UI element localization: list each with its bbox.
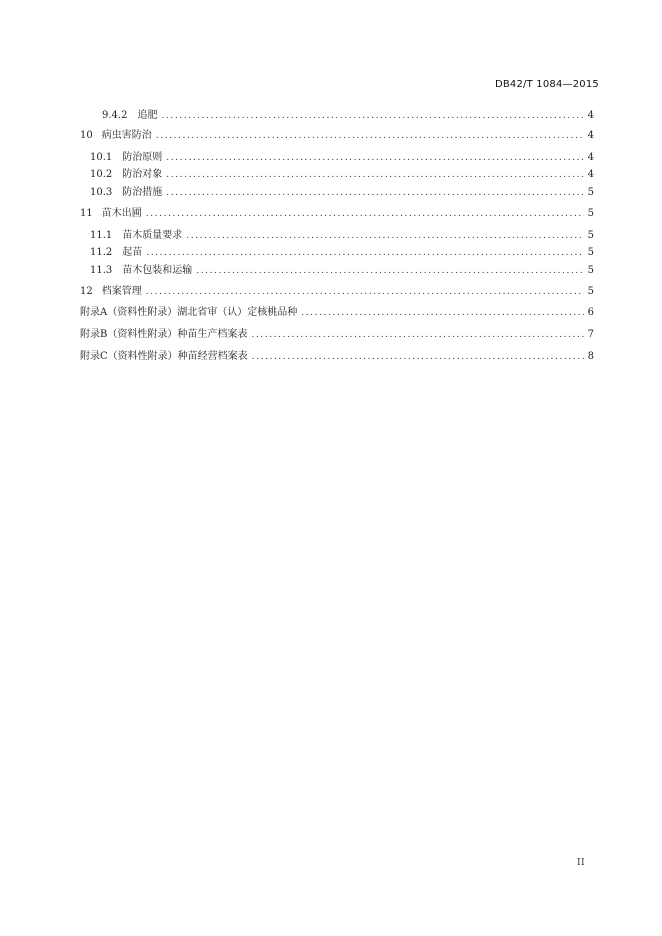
toc-entry-title: 起苗: [122, 247, 143, 258]
toc-entry-number: 11.2: [90, 247, 113, 258]
toc-entry-12[interactable]: [80, 284, 594, 298]
toc-leader-dots: [186, 230, 583, 242]
toc-entry-page: 5: [587, 286, 594, 297]
toc-entry-11-2[interactable]: [80, 245, 594, 259]
toc-entry-number: 11.1: [90, 230, 113, 241]
toc-entry-page: 4: [587, 152, 594, 163]
toc-entry-10-3[interactable]: [80, 185, 594, 199]
toc-entry-page: 5: [587, 230, 594, 241]
toc-entry-page: 7: [587, 329, 594, 340]
toc-entry-number: 11: [80, 208, 93, 219]
toc-entry-appendix-b[interactable]: [80, 327, 594, 341]
toc-entry-title: 附录A（资料性附录）湖北省审（认）定核桃品种: [80, 307, 298, 318]
toc-entry-title: 防治对象: [122, 169, 163, 180]
toc-entry-page: 5: [587, 265, 594, 276]
toc-entry-page: 5: [587, 187, 594, 198]
toc-entry-appendix-a[interactable]: [80, 305, 594, 319]
toc-entry-11[interactable]: [80, 206, 594, 220]
toc-entry-number: 9.4.2: [102, 110, 128, 121]
toc-leader-dots: [251, 329, 583, 341]
toc-entry-title: 病虫害防治: [101, 130, 152, 141]
toc-leader-dots: [146, 208, 584, 220]
document-code: DB42/T 1084—2015: [494, 79, 599, 90]
toc-entry-10-2[interactable]: [80, 167, 594, 181]
toc-leader-dots: [146, 247, 583, 259]
toc-entry-11-3[interactable]: [80, 263, 594, 277]
toc-entry-title: 防治措施: [122, 187, 163, 198]
toc-entry-title: 附录C（资料性附录）种苗经营档案表: [80, 351, 248, 362]
toc-entry-page: 4: [587, 130, 594, 141]
toc-leader-dots: [161, 110, 583, 122]
toc-entry-page: 4: [587, 169, 594, 180]
toc-entry-page: 8: [587, 351, 594, 362]
toc-leader-dots: [146, 286, 584, 298]
toc-leader-dots: [166, 152, 583, 164]
toc-entry-number: 10.2: [90, 169, 113, 180]
page-number: II: [577, 858, 586, 868]
toc-entry-title: 附录B（资料性附录）种苗生产档案表: [80, 329, 248, 340]
toc-entry-title: 苗木出圃: [101, 208, 142, 219]
toc-leader-dots: [166, 187, 583, 199]
toc-entry-page: 4: [587, 110, 594, 121]
toc-entry-title: 档案管理: [101, 286, 142, 297]
toc-entry-title: 追肥: [137, 110, 158, 121]
toc-entry-page: 5: [587, 208, 594, 219]
toc-entry-title: 苗木包装和运输: [122, 265, 193, 276]
toc-entry-number: 10.1: [90, 152, 113, 163]
toc-leader-dots: [166, 169, 583, 181]
toc-leader-dots: [301, 307, 583, 319]
toc-entry-10-1[interactable]: [80, 150, 594, 164]
toc-entry-number: 10.3: [90, 187, 113, 198]
toc-entry-appendix-c[interactable]: [80, 349, 594, 363]
toc-entry-title: 防治原则: [122, 152, 163, 163]
toc-leader-dots: [156, 130, 584, 142]
toc-entry-page: 5: [587, 247, 594, 258]
toc-entry-title: 苗木质量要求: [122, 230, 183, 241]
toc-entry-11-1[interactable]: [80, 228, 594, 242]
toc-entry-9-4-2[interactable]: [80, 108, 594, 122]
toc-entry-number: 12: [80, 286, 93, 297]
toc-entry-number: 10: [80, 130, 93, 141]
toc-entry-number: 11.3: [90, 265, 113, 276]
toc-entry-10[interactable]: [80, 128, 594, 142]
toc-leader-dots: [252, 351, 584, 363]
toc-leader-dots: [196, 265, 583, 277]
toc-entry-page: 6: [587, 307, 594, 318]
